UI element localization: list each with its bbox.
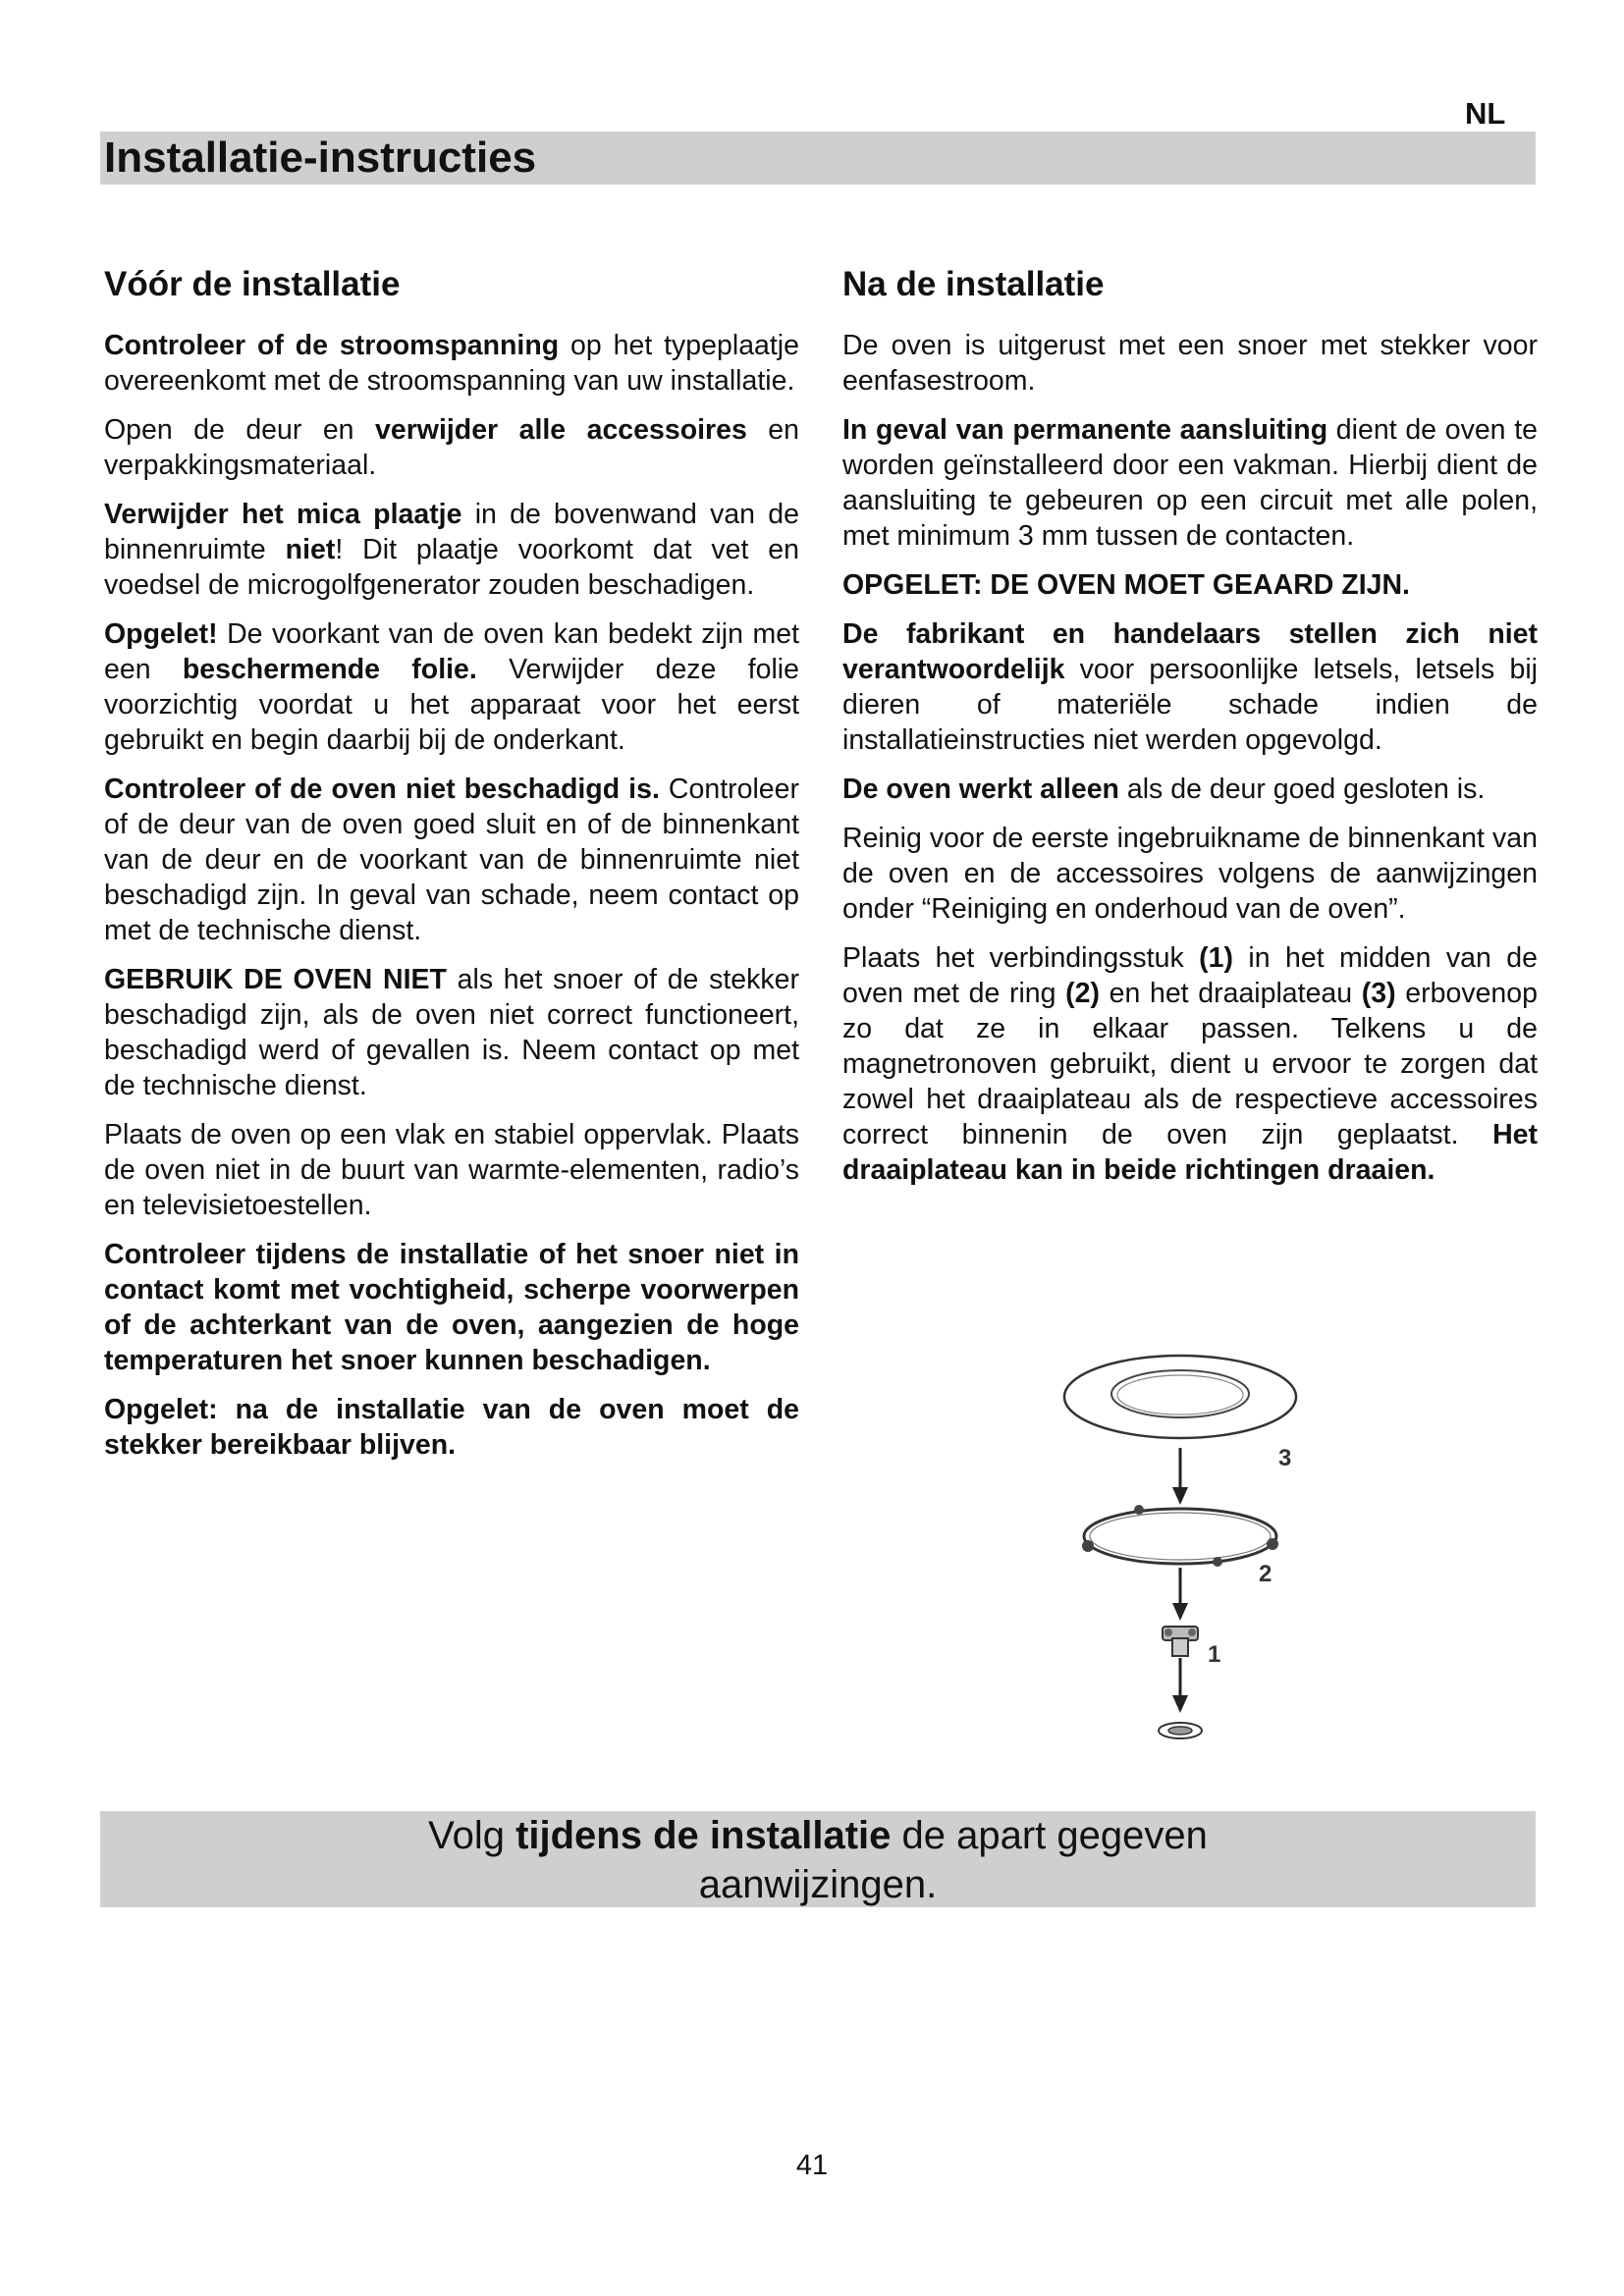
arrow-down-icon xyxy=(1172,1603,1188,1621)
label-3: 3 xyxy=(1278,1445,1292,1471)
foil-paragraph: Opgelet! De voorkant van de oven kan bedekt zijn met een beschermende folie. Verwijder deze folie voorzichtig voordat u het apparaat voor het eerst gebruikt en begin daarbij bij de onderkant. xyxy=(104,618,799,756)
damage-check-paragraph: Controleer of de oven niet beschadigd is. Controleer of de deur van de oven goed sluit en of de binnenkant van de deur en de voorkant van de binnenruimte niet beschadigd zijn. In geval van schade, neem contact op met de technische dienst. xyxy=(104,774,800,946)
before-installation-heading: Vóór de installatie xyxy=(104,265,401,303)
plug-access-paragraph: Opgelet: na de installatie van de oven moet de stekker bereikbaar blijven. xyxy=(104,1394,799,1461)
after-installation-heading: Na de installatie xyxy=(842,265,1105,303)
voltage-paragraph: Controleer of de stroomspanning op het typeplaatje overeenkomt met de stroomspanning van uw installatie. xyxy=(104,330,799,397)
installation-note-line2: aanwijzingen. xyxy=(698,1863,938,1906)
door-paragraph: De oven werkt alleen als de deur goed gesloten is. xyxy=(842,774,1486,805)
turntable-paragraph: Plaats het verbindingsstuk (1) in het midden van de oven met de ring (2) en het draaiplateau (3) erbovenop zo dat ze in elkaar passen. Telkens u de magnetronoven gebruikt, dient u ervoor te zorgen dat zowel het draaiplateau als de respectieve accessoires correct binnenin de oven zijn geplaatst. Het draaiplateau kan in beide richtingen draaien. xyxy=(842,942,1538,1186)
language-code: NL xyxy=(1465,96,1506,131)
permanent-connection-paragraph: In geval van permanente aansluiting dient de oven te worden geïnstalleerd door een vakman. Hierbij dient de aansluiting te gebeuren op een circuit met alle polen, met minimum 3 mm tussen de contacten. xyxy=(842,414,1538,552)
arrow-down-icon xyxy=(1172,1487,1188,1505)
after-installation-column xyxy=(842,259,1538,1201)
placement-paragraph: Plaats de oven op een vlak en stabiel oppervlak. Plaats de oven niet in de buurt van warmte-elementen, radio’s en televisietoestellen. xyxy=(104,1119,799,1221)
label-1: 1 xyxy=(1208,1641,1221,1668)
arrow-down-icon xyxy=(1172,1695,1188,1713)
page-title: Installatie-instructies xyxy=(104,133,537,182)
do-not-use-paragraph: GEBRUIK DE OVEN NIET als het snoer of de stekker beschadigd zijn, als de oven niet correct functioneert, beschadigd werd of gevallen is. Neem contact op met de technische dienst. xyxy=(104,964,799,1101)
liability-paragraph: De fabrikant en handelaars stellen zich niet verantwoordelijk voor persoonlijke letsels, letsels bij dieren of materiële schade indien de installatieinstructies niet werden opgevolgd. xyxy=(842,618,1538,756)
installation-note-bar xyxy=(100,1811,1536,1907)
title-bar xyxy=(100,132,1536,185)
before-installation-column xyxy=(104,259,799,1476)
cleaning-paragraph: Reinig voor de eerste ingebruikname de binnenkant van de oven en de accessoires volgens de aanwijzingen onder “Reiniging en onderhoud van de oven”. xyxy=(842,823,1538,925)
page-number: 41 xyxy=(795,2150,829,2181)
coupler xyxy=(1163,1627,1198,1656)
mica-paragraph: Verwijder het mica plaatje in de bovenwand van de binnenruimte niet! Dit plaatje voorkomt dat vet en voedsel de microgolfgenerator zouden beschadigen. xyxy=(104,499,800,601)
installation-note-line1: Volg tijdens de installatie de apart gegeven xyxy=(428,1814,1208,1857)
roller-ring xyxy=(1084,1509,1276,1564)
turntable-plate xyxy=(1064,1356,1296,1438)
cord-paragraph: Controleer tijdens de installatie of het snoer niet in contact komt met vochtigheid, scherpe voorwerpen of de achterkant van de oven, aangezien de hoge temperaturen het snoer kunnen beschadigen. xyxy=(104,1239,799,1376)
label-2: 2 xyxy=(1259,1561,1272,1587)
accessories-paragraph: Open de deur en verwijder alle accessoires en verpakkingsmateriaal. xyxy=(104,414,799,481)
cord-info-paragraph: De oven is uitgerust met een snoer met stekker voor eenfasestroom. xyxy=(842,330,1538,397)
earthing-warning: OPGELET: DE OVEN MOET GEAARD ZIJN. xyxy=(842,569,1410,601)
turntable-assembly-diagram xyxy=(1060,1350,1316,1752)
